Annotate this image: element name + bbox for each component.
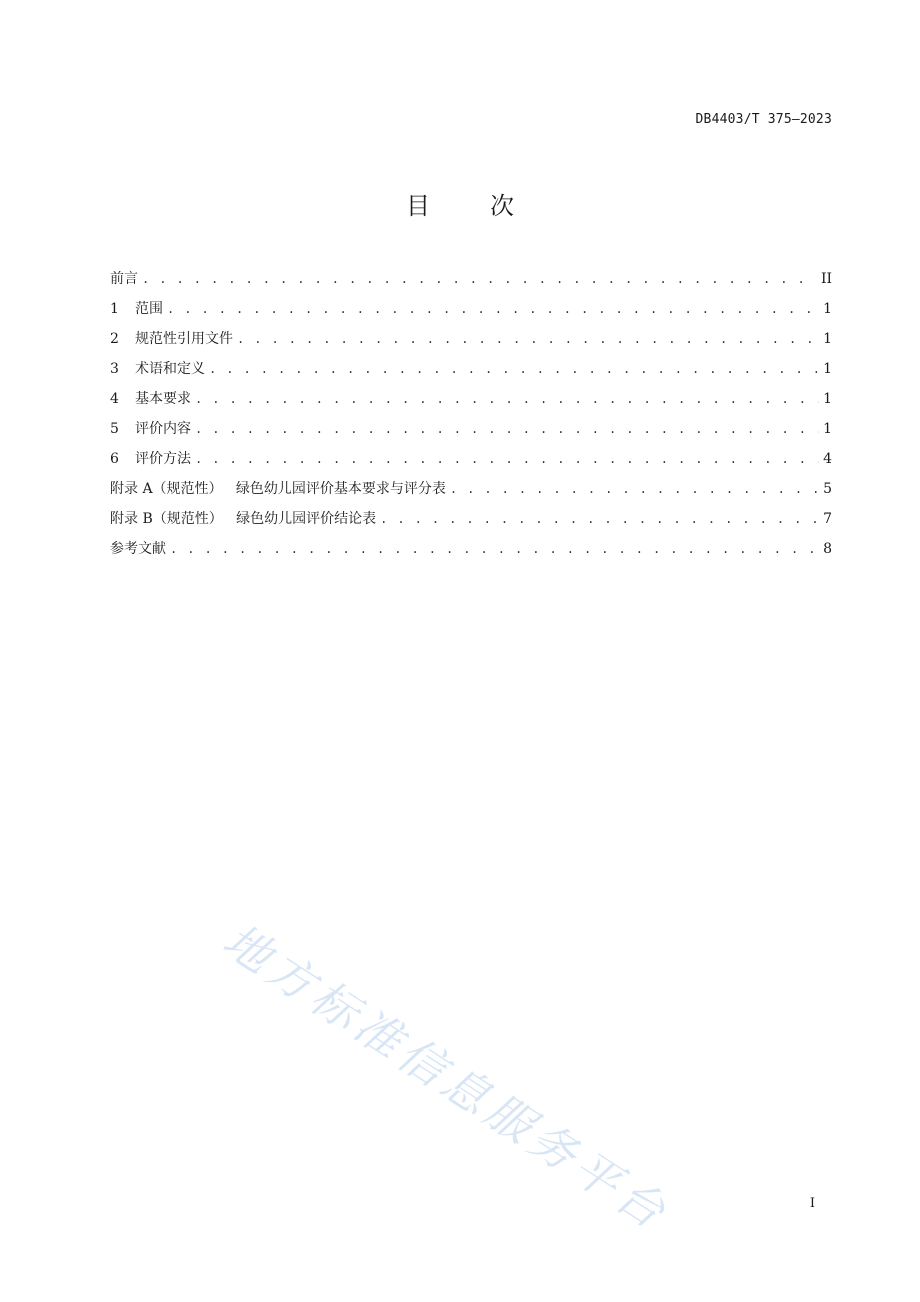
toc-entry-label: 前言 — [110, 271, 138, 287]
toc-entry-label: 评价内容 — [135, 421, 191, 437]
toc-entry-scope[interactable] — [110, 294, 832, 324]
toc-entry-bibliography[interactable] — [110, 534, 832, 564]
toc-entry-label: 规范性引用文件 — [135, 331, 233, 347]
toc-entry-label: 参考文献 — [110, 541, 166, 557]
title-char-2: 次 — [490, 192, 514, 220]
toc-entry-normative-references[interactable] — [110, 324, 832, 354]
toc-entry-label: 术语和定义 — [135, 361, 205, 377]
toc-entry-label: 附录 A（规范性） 绿色幼儿园评价基本要求与评分表 — [110, 481, 446, 497]
toc-entry-terms-definitions[interactable] — [110, 354, 832, 384]
toc-entry-basic-requirements[interactable] — [110, 384, 832, 414]
toc-entry-page: 5 — [823, 481, 832, 497]
toc-entry-evaluation-method[interactable] — [110, 444, 832, 474]
toc-entry-foreword[interactable] — [110, 264, 832, 294]
toc-leader-dots — [195, 414, 819, 444]
toc-entry-page: 1 — [823, 421, 832, 437]
toc-entry-page: 1 — [823, 361, 832, 377]
table-of-contents — [110, 264, 832, 564]
toc-entry-label: 范围 — [135, 301, 163, 317]
toc-entry-number: 6 — [110, 451, 119, 467]
watermark: 地方标准信息服务平台 — [213, 912, 680, 1242]
toc-leader-dots — [380, 504, 819, 534]
toc-entry-number: 2 — [110, 331, 119, 347]
toc-entry-page: 7 — [823, 511, 832, 527]
toc-leader-dots — [170, 534, 819, 564]
toc-entry-page: II — [820, 271, 832, 287]
toc-leader-dots — [209, 354, 819, 384]
toc-entry-page: 4 — [823, 451, 832, 467]
page-number: I — [809, 1196, 815, 1211]
toc-leader-dots — [142, 264, 817, 294]
toc-leader-dots — [237, 324, 819, 354]
toc-leader-dots — [167, 294, 819, 324]
toc-leader-dots — [195, 444, 819, 474]
toc-entry-label: 基本要求 — [135, 391, 191, 407]
toc-leader-dots — [450, 474, 819, 504]
toc-entry-number: 1 — [110, 301, 119, 317]
toc-entry-number: 4 — [110, 391, 119, 407]
toc-entry-number: 3 — [110, 361, 119, 377]
toc-entry-appendix-a[interactable] — [110, 474, 832, 504]
standard-code: DB4403/T 375—2023 — [695, 112, 832, 127]
toc-entry-evaluation-content[interactable] — [110, 414, 832, 444]
page-title — [0, 186, 920, 221]
title-char-1: 目 — [406, 192, 430, 220]
toc-entry-page: 1 — [823, 301, 832, 317]
toc-entry-label: 附录 B（规范性） 绿色幼儿园评价结论表 — [110, 511, 377, 527]
toc-entry-page: 1 — [823, 391, 832, 407]
toc-entry-page: 1 — [823, 331, 832, 347]
toc-entry-number: 5 — [110, 421, 119, 437]
toc-entry-appendix-b[interactable] — [110, 504, 832, 534]
toc-leader-dots — [195, 384, 819, 414]
toc-entry-label: 评价方法 — [135, 451, 191, 467]
toc-entry-page: 8 — [823, 541, 832, 557]
